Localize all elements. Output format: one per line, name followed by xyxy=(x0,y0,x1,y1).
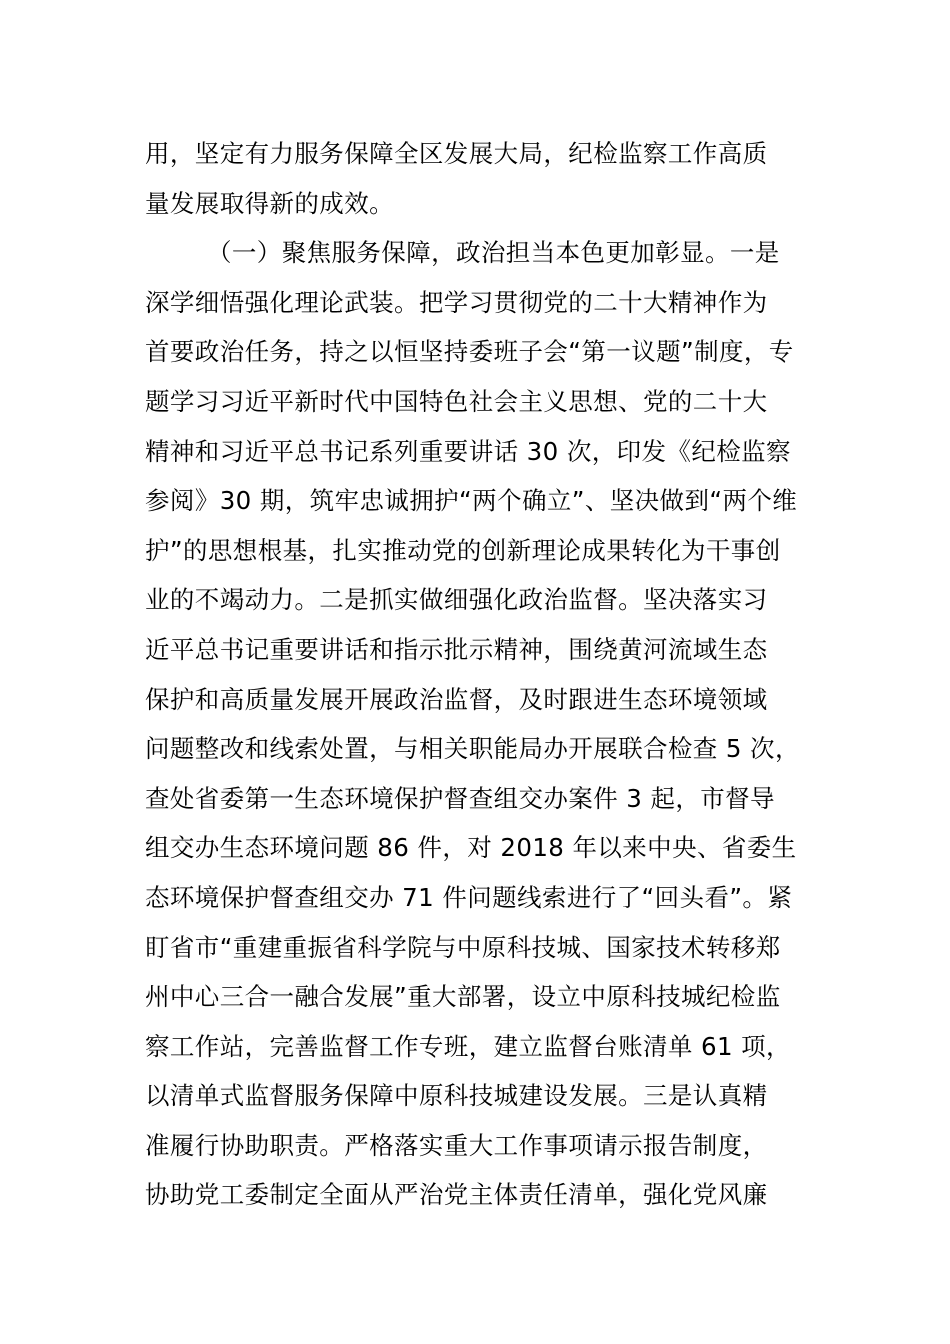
text-line: 量发展取得新的成效。 xyxy=(145,188,394,218)
text-line: 问题整改和线索处置，与相关职能局办开展联合检查 5 次， xyxy=(145,734,800,764)
text-line: 近平总书记重要讲话和指示批示精神，围绕黄河流域生态 xyxy=(145,634,768,664)
text-line: 组交办生态环境问题 86 件，对 2018 年以来中央、省委生 xyxy=(145,833,797,863)
text-line: 精神和习近平总书记系列重要讲话 30 次，印发《纪检监察 xyxy=(145,436,791,466)
text-line: 察工作站，完善监督工作专班，建立监督台账清单 61 项， xyxy=(145,1031,791,1061)
text-line: 态环境保护督查组交办 71 件问题线索进行了“回头看”。紧 xyxy=(145,882,793,912)
text-line: 以清单式监督服务保障中原科技城建设发展。三是认真精 xyxy=(145,1081,768,1111)
text-line: 护”的思想根基，扎实推动党的创新理论成果转化为干事创 xyxy=(145,535,781,565)
text-line: 深学细悟强化理论武装。把学习贯彻党的二十大精神作为 xyxy=(145,287,768,317)
text-line: 保护和高质量发展开展政治监督，及时跟进生态环境领域 xyxy=(145,684,768,714)
text-line: 参阅》30 期，筑牢忠诚拥护“两个确立”、坚决做到“两个维 xyxy=(145,486,798,516)
section-heading-line: （一）聚焦服务保障，政治担当本色更加彰显。一是 xyxy=(207,238,780,268)
body-text xyxy=(145,129,845,1220)
text-line: 业的不竭动力。二是抓实做细强化政治监督。坚决落实习 xyxy=(145,585,768,615)
text-line: 盯省市“重建重振省科学院与中原科技城、国家技术转移郑 xyxy=(145,932,781,962)
text-line: 准履行协助职责。严格落实重大工作事项请示报告制度， xyxy=(145,1130,768,1160)
text-line: 题学习习近平新时代中国特色社会主义思想、党的二十大 xyxy=(145,386,768,416)
text-line: 协助党工委制定全面从严治党主体责任清单，强化党风廉 xyxy=(145,1180,768,1210)
text-line: 首要政治任务，持之以恒坚持委班子会“第一议题”制度，专 xyxy=(145,337,794,367)
text-line: 州中心三合一融合发展”重大部署，设立中原科技城纪检监 xyxy=(145,982,781,1012)
text-line: 用，坚定有力服务保障全区发展大局，纪检监察工作高质 xyxy=(145,139,768,168)
text-line: 查处省委第一生态环境保护督查组交办案件 3 起，市督导 xyxy=(145,783,775,813)
